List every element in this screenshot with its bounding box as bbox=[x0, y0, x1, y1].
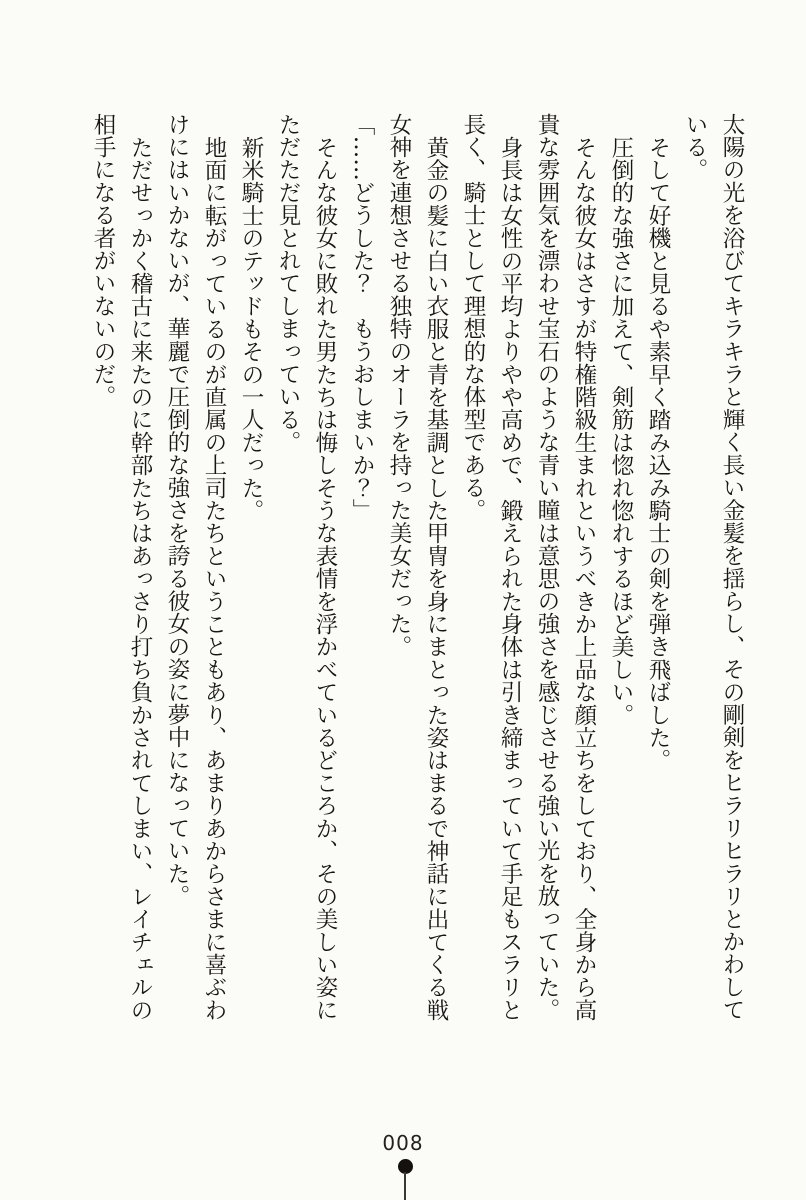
paragraph-11: ただせっかく稽古に来たのに幹部たちはあっさり打ち負かされてしまい、レイチェルの相手になる者がいないのだ。 bbox=[90, 113, 153, 1021]
paragraph-10: 地面に転がっているのが直属の上司たちということもあり、あまりあからさまに喜ぶわけにはいかないが、華麗で圧倒的な強さを誇る彼女の姿に夢中になっていた。 bbox=[164, 113, 227, 1021]
page-text bbox=[84, 113, 750, 1021]
paragraph-2: そして好機と見るや素早く踏み込み騎士の剣を弾き飛ばした。 bbox=[645, 135, 671, 772]
binding-mark-line bbox=[404, 1172, 406, 1200]
paragraph-5: 身長は女性の平均よりやや高めで、鍛えられた身体は引き締まっていて手足もスラリと長く、騎士として理想的な体型である。 bbox=[460, 113, 523, 1021]
paragraph-8: そんな彼女に敗れた男たちは悔しそうな表情を浮かべているどころか、その美しい姿にただただ見とれてしまっている。 bbox=[275, 113, 338, 1021]
paragraph-6: 黄金の髪に白い衣服と青を基調とした甲冑を身にまとった姿はまるで神話に出てくる戦女神を連想させる独特のオーラを持った美女だった。 bbox=[386, 113, 449, 1021]
paragraph-1: 太陽の光を浴びてキラキラと輝く長い金髪を揺らし、その剛剣をヒラリヒラリとかわしている。 bbox=[682, 113, 745, 1021]
paragraph-9: 新米騎士のテッドもその一人だった。 bbox=[238, 135, 264, 522]
paragraph-3: 圧倒的な強さに加えて、剣筋は惚れ惚れするほど美しい。 bbox=[608, 135, 634, 726]
paragraph-7: 「……どうした？ もうおしまいか？」 bbox=[349, 113, 375, 522]
page-number: 008 bbox=[382, 1131, 424, 1155]
paragraph-4: そんな彼女はさすが特権階級生まれというべきか上品な顔立ちをしており、全身から高貴な雰囲気を漂わせ宝石のような青い瞳は意思の強さを感じさせる強い光を放っていた。 bbox=[534, 113, 597, 1022]
